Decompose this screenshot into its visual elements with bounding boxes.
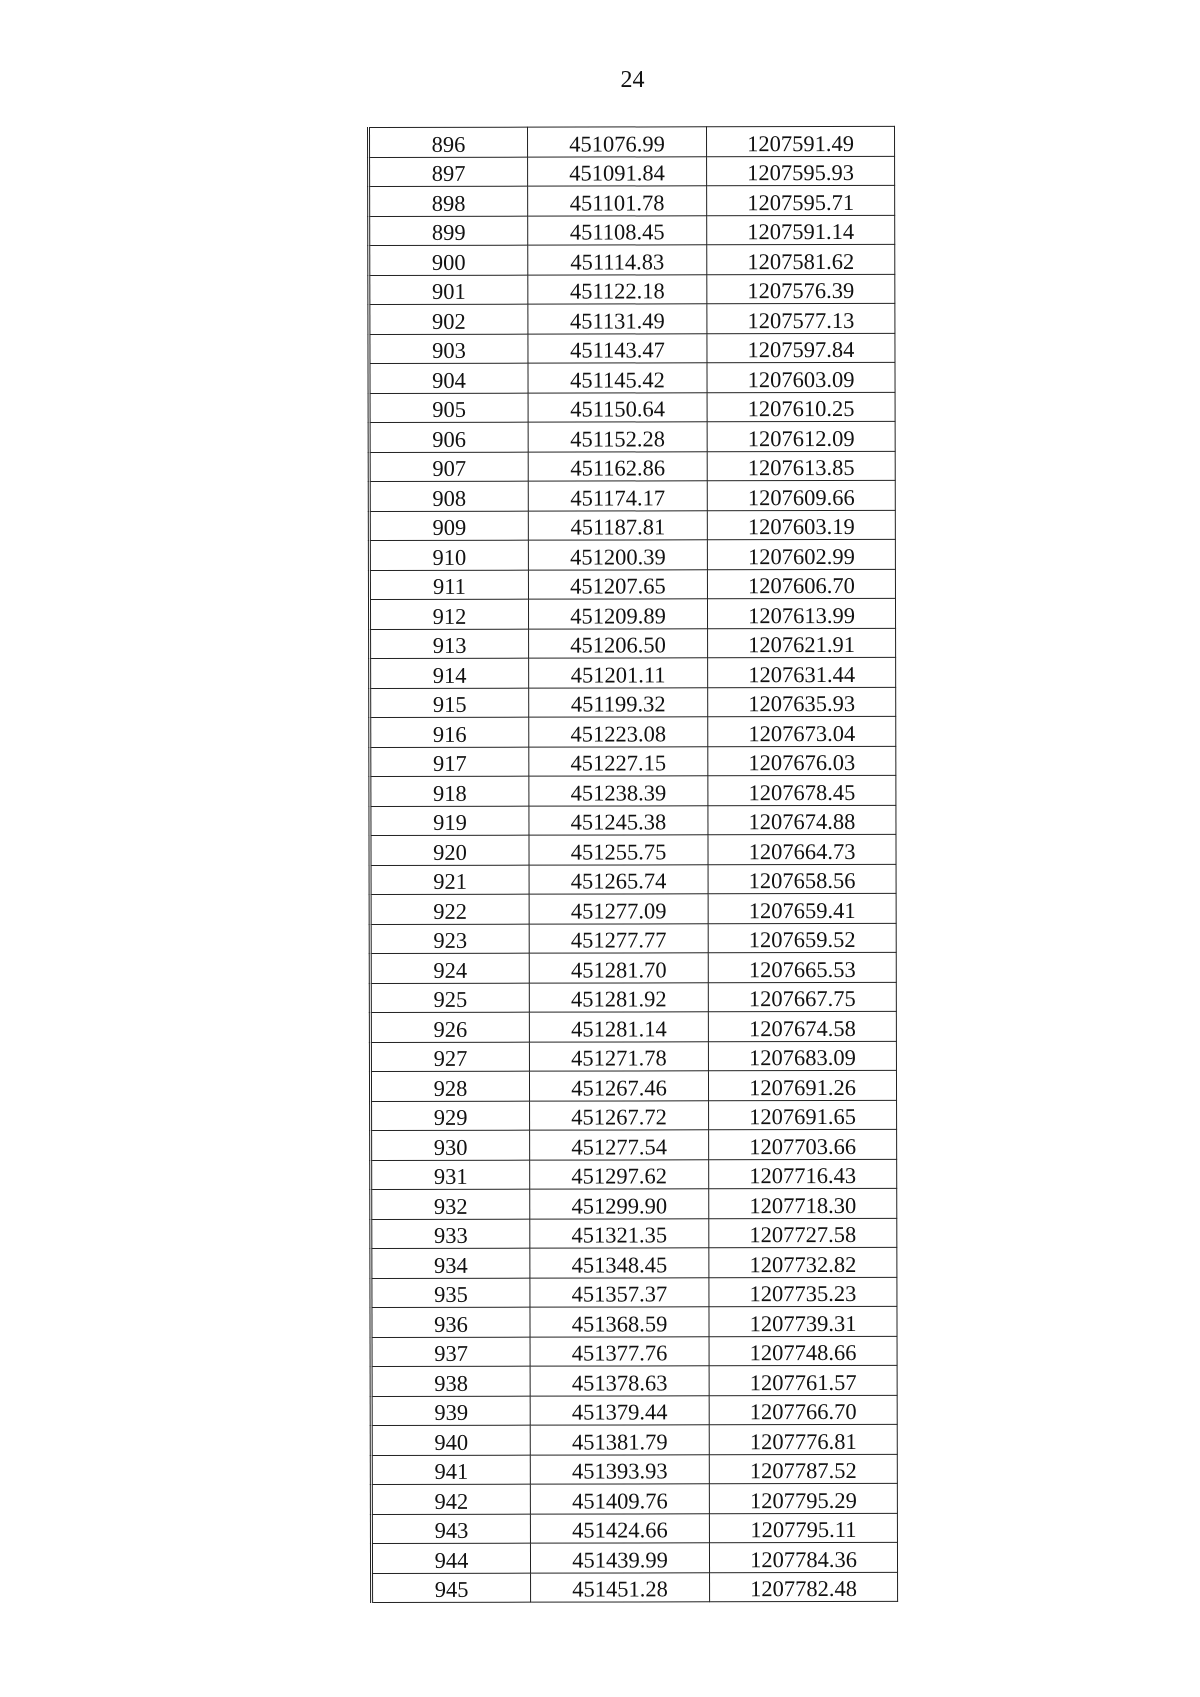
x-coordinate-cell: 451368.59 (530, 1307, 709, 1337)
table-row (371, 1424, 897, 1455)
x-coordinate-cell: 451267.72 (530, 1100, 709, 1130)
x-coordinate-cell: 451265.74 (529, 864, 708, 894)
x-coordinate-cell: 451381.79 (530, 1425, 709, 1455)
table-row (369, 156, 895, 187)
y-coordinate-cell: 1207664.73 (708, 834, 896, 864)
point-number-cell: 897 (369, 157, 528, 187)
x-coordinate-cell: 451409.76 (530, 1484, 709, 1514)
y-coordinate-cell: 1207678.45 (708, 775, 896, 805)
x-coordinate-cell: 451255.75 (529, 835, 708, 865)
point-number-cell: 909 (369, 511, 528, 541)
table-row (370, 746, 896, 777)
y-coordinate-cell: 1207659.52 (708, 923, 896, 953)
y-coordinate-cell: 1207795.29 (709, 1483, 897, 1513)
point-number-cell: 932 (371, 1189, 530, 1219)
table-row (371, 1454, 897, 1485)
x-coordinate-cell: 451108.45 (528, 215, 707, 245)
table-row (369, 244, 895, 275)
y-coordinate-cell: 1207609.66 (707, 480, 895, 510)
table-row (370, 687, 896, 718)
coordinate-table (367, 126, 898, 1603)
table-row (371, 1513, 897, 1544)
x-coordinate-cell: 451321.35 (530, 1218, 709, 1248)
point-number-cell: 943 (371, 1514, 530, 1544)
table-row (370, 834, 896, 865)
x-coordinate-cell: 451206.50 (529, 628, 708, 658)
table-row (370, 864, 896, 895)
point-number-cell: 925 (370, 983, 529, 1013)
table-row (370, 1041, 896, 1072)
table-row (369, 303, 895, 334)
table-row (369, 421, 895, 452)
table-row (369, 598, 895, 629)
y-coordinate-cell: 1207782.48 (710, 1572, 898, 1602)
point-number-cell: 896 (369, 127, 528, 157)
point-number-cell: 924 (370, 953, 529, 983)
point-number-cell: 944 (371, 1543, 530, 1573)
y-coordinate-cell: 1207591.49 (707, 126, 895, 156)
point-number-cell: 907 (369, 452, 528, 482)
x-coordinate-cell: 451101.78 (528, 186, 707, 216)
table-row (369, 126, 895, 157)
x-coordinate-cell: 451199.32 (529, 687, 708, 717)
point-number-cell: 919 (370, 806, 529, 836)
point-number-cell: 917 (370, 747, 529, 777)
table-row (369, 333, 895, 364)
x-coordinate-cell: 451174.17 (528, 481, 707, 511)
y-coordinate-cell: 1207787.52 (709, 1454, 897, 1484)
point-number-cell: 898 (369, 186, 528, 216)
y-coordinate-cell: 1207683.09 (708, 1041, 896, 1071)
y-coordinate-cell: 1207766.70 (709, 1395, 897, 1425)
point-number-cell: 901 (369, 275, 528, 305)
point-number-cell: 929 (371, 1101, 530, 1131)
y-coordinate-cell: 1207602.99 (707, 539, 895, 569)
x-coordinate-cell: 451076.99 (528, 127, 707, 157)
point-number-cell: 921 (370, 865, 529, 895)
table-row (371, 1277, 897, 1308)
x-coordinate-cell: 451267.46 (529, 1071, 708, 1101)
point-number-cell: 922 (370, 894, 529, 924)
y-coordinate-cell: 1207735.23 (709, 1277, 897, 1307)
y-coordinate-cell: 1207776.81 (709, 1424, 897, 1454)
point-number-cell: 908 (369, 481, 528, 511)
x-coordinate-cell: 451378.63 (530, 1366, 709, 1396)
point-number-cell: 904 (369, 363, 528, 393)
y-coordinate-cell: 1207613.85 (707, 451, 895, 481)
point-number-cell: 942 (371, 1484, 530, 1514)
y-coordinate-cell: 1207703.66 (709, 1129, 897, 1159)
point-number-cell: 905 (369, 393, 528, 423)
table-row (370, 657, 896, 688)
point-number-cell: 934 (371, 1248, 530, 1278)
point-number-cell: 938 (371, 1366, 530, 1396)
point-number-cell: 937 (371, 1337, 530, 1367)
x-coordinate-cell: 451152.28 (528, 422, 707, 452)
y-coordinate-cell: 1207732.82 (709, 1247, 897, 1277)
table-row (369, 569, 895, 600)
table-row (371, 1542, 897, 1573)
table-row (371, 1395, 897, 1426)
y-coordinate-cell: 1207761.57 (709, 1365, 897, 1395)
x-coordinate-cell: 451245.38 (529, 805, 708, 835)
x-coordinate-cell: 451201.11 (529, 658, 708, 688)
point-number-cell: 911 (369, 570, 528, 600)
x-coordinate-cell: 451424.66 (530, 1513, 709, 1543)
table-row (371, 1218, 897, 1249)
point-number-cell: 923 (370, 924, 529, 954)
x-coordinate-cell: 451207.65 (528, 569, 707, 599)
y-coordinate-cell: 1207795.11 (709, 1513, 897, 1543)
point-number-cell: 920 (370, 835, 529, 865)
table-row (371, 1100, 897, 1131)
y-coordinate-cell: 1207576.39 (707, 274, 895, 304)
table-row (371, 1483, 897, 1514)
y-coordinate-cell: 1207612.09 (707, 421, 895, 451)
point-number-cell: 945 (372, 1573, 531, 1603)
y-coordinate-cell: 1207613.99 (707, 598, 895, 628)
point-number-cell: 928 (370, 1071, 529, 1101)
point-number-cell: 912 (369, 599, 528, 629)
point-number-cell: 933 (371, 1219, 530, 1249)
table-row (369, 392, 895, 423)
y-coordinate-cell: 1207603.09 (707, 362, 895, 392)
x-coordinate-cell: 451393.93 (530, 1454, 709, 1484)
point-number-cell: 936 (371, 1307, 530, 1337)
y-coordinate-cell: 1207674.58 (708, 1011, 896, 1041)
x-coordinate-cell: 451150.64 (528, 392, 707, 422)
x-coordinate-cell: 451200.39 (528, 540, 707, 570)
point-number-cell: 903 (369, 334, 528, 364)
x-coordinate-cell: 451091.84 (528, 156, 707, 186)
y-coordinate-cell: 1207610.25 (707, 392, 895, 422)
point-number-cell: 913 (370, 629, 529, 659)
table-row (372, 1572, 898, 1603)
point-number-cell: 918 (370, 776, 529, 806)
x-coordinate-cell: 451299.90 (530, 1189, 709, 1219)
y-coordinate-cell: 1207595.93 (707, 156, 895, 186)
point-number-cell: 931 (371, 1160, 530, 1190)
y-coordinate-cell: 1207658.56 (708, 864, 896, 894)
point-number-cell: 926 (370, 1012, 529, 1042)
point-number-cell: 939 (371, 1396, 530, 1426)
x-coordinate-cell: 451377.76 (530, 1336, 709, 1366)
point-number-cell: 927 (370, 1042, 529, 1072)
point-number-cell: 940 (371, 1425, 530, 1455)
y-coordinate-cell: 1207606.70 (707, 569, 895, 599)
y-coordinate-cell: 1207676.03 (708, 746, 896, 776)
table-row (369, 362, 895, 393)
point-number-cell: 899 (369, 216, 528, 246)
x-coordinate-cell: 451451.28 (531, 1572, 710, 1602)
y-coordinate-cell: 1207673.04 (708, 716, 896, 746)
table-row (371, 1188, 897, 1219)
x-coordinate-cell: 451297.62 (530, 1159, 709, 1189)
table-row (371, 1306, 897, 1337)
page-number: 24 (620, 67, 645, 93)
y-coordinate-cell: 1207739.31 (709, 1306, 897, 1336)
table-row (370, 805, 896, 836)
point-number-cell: 930 (371, 1130, 530, 1160)
table-row (369, 539, 895, 570)
x-coordinate-cell: 451131.49 (528, 304, 707, 334)
table-row (369, 215, 895, 246)
y-coordinate-cell: 1207727.58 (709, 1218, 897, 1248)
point-number-cell: 915 (370, 688, 529, 718)
y-coordinate-cell: 1207591.14 (707, 215, 895, 245)
x-coordinate-cell: 451348.45 (530, 1248, 709, 1278)
y-coordinate-cell: 1207716.43 (709, 1159, 897, 1189)
table-row (369, 510, 895, 541)
y-coordinate-cell: 1207595.71 (707, 185, 895, 215)
table-row (371, 1159, 897, 1190)
table-row (370, 923, 896, 954)
table-row (370, 1070, 896, 1101)
x-coordinate-cell: 451145.42 (528, 363, 707, 393)
point-number-cell: 906 (369, 422, 528, 452)
y-coordinate-cell: 1207621.91 (708, 628, 896, 658)
point-number-cell: 902 (369, 304, 528, 334)
table-row (369, 480, 895, 511)
y-coordinate-cell: 1207784.36 (709, 1542, 897, 1572)
x-coordinate-cell: 451223.08 (529, 717, 708, 747)
point-number-cell: 935 (371, 1278, 530, 1308)
x-coordinate-cell: 451271.78 (529, 1041, 708, 1071)
x-coordinate-cell: 451143.47 (528, 333, 707, 363)
point-number-cell: 941 (371, 1455, 530, 1485)
x-coordinate-cell: 451277.54 (530, 1130, 709, 1160)
x-coordinate-cell: 451162.86 (528, 451, 707, 481)
point-number-cell: 910 (369, 540, 528, 570)
x-coordinate-cell: 451227.15 (529, 746, 708, 776)
y-coordinate-cell: 1207631.44 (708, 657, 896, 687)
table-row (370, 1011, 896, 1042)
y-coordinate-cell: 1207659.41 (708, 893, 896, 923)
x-coordinate-cell: 451439.99 (530, 1543, 709, 1573)
y-coordinate-cell: 1207691.65 (709, 1100, 897, 1130)
x-coordinate-cell: 451277.09 (529, 894, 708, 924)
x-coordinate-cell: 451281.92 (529, 982, 708, 1012)
x-coordinate-cell: 451238.39 (529, 776, 708, 806)
table-row (371, 1365, 897, 1396)
x-coordinate-cell: 451187.81 (528, 510, 707, 540)
table-row (370, 893, 896, 924)
y-coordinate-cell: 1207718.30 (709, 1188, 897, 1218)
y-coordinate-cell: 1207635.93 (708, 687, 896, 717)
y-coordinate-cell: 1207577.13 (707, 303, 895, 333)
y-coordinate-cell: 1207748.66 (709, 1336, 897, 1366)
x-coordinate-cell: 451114.83 (528, 245, 707, 275)
x-coordinate-cell: 451281.14 (529, 1012, 708, 1042)
point-number-cell: 916 (370, 717, 529, 747)
table-row (371, 1336, 897, 1367)
y-coordinate-cell: 1207665.53 (708, 952, 896, 982)
table-row (371, 1129, 897, 1160)
y-coordinate-cell: 1207691.26 (708, 1070, 896, 1100)
table-row (369, 274, 895, 305)
table-row (370, 982, 896, 1013)
y-coordinate-cell: 1207667.75 (708, 982, 896, 1012)
coordinate-table-body (369, 126, 898, 1602)
table-row (370, 628, 896, 659)
y-coordinate-cell: 1207674.88 (708, 805, 896, 835)
table-row (371, 1247, 897, 1278)
table-row (369, 185, 895, 216)
point-number-cell: 914 (370, 658, 529, 688)
x-coordinate-cell: 451357.37 (530, 1277, 709, 1307)
point-number-cell: 900 (369, 245, 528, 275)
y-coordinate-cell: 1207597.84 (707, 333, 895, 363)
y-coordinate-cell: 1207603.19 (707, 510, 895, 540)
x-coordinate-cell: 451277.77 (529, 923, 708, 953)
x-coordinate-cell: 451209.89 (528, 599, 707, 629)
x-coordinate-cell: 451281.70 (529, 953, 708, 983)
x-coordinate-cell: 451379.44 (530, 1395, 709, 1425)
table-row (370, 716, 896, 747)
table-row (370, 952, 896, 983)
table-row (369, 451, 895, 482)
table-row (370, 775, 896, 806)
x-coordinate-cell: 451122.18 (528, 274, 707, 304)
y-coordinate-cell: 1207581.62 (707, 244, 895, 274)
